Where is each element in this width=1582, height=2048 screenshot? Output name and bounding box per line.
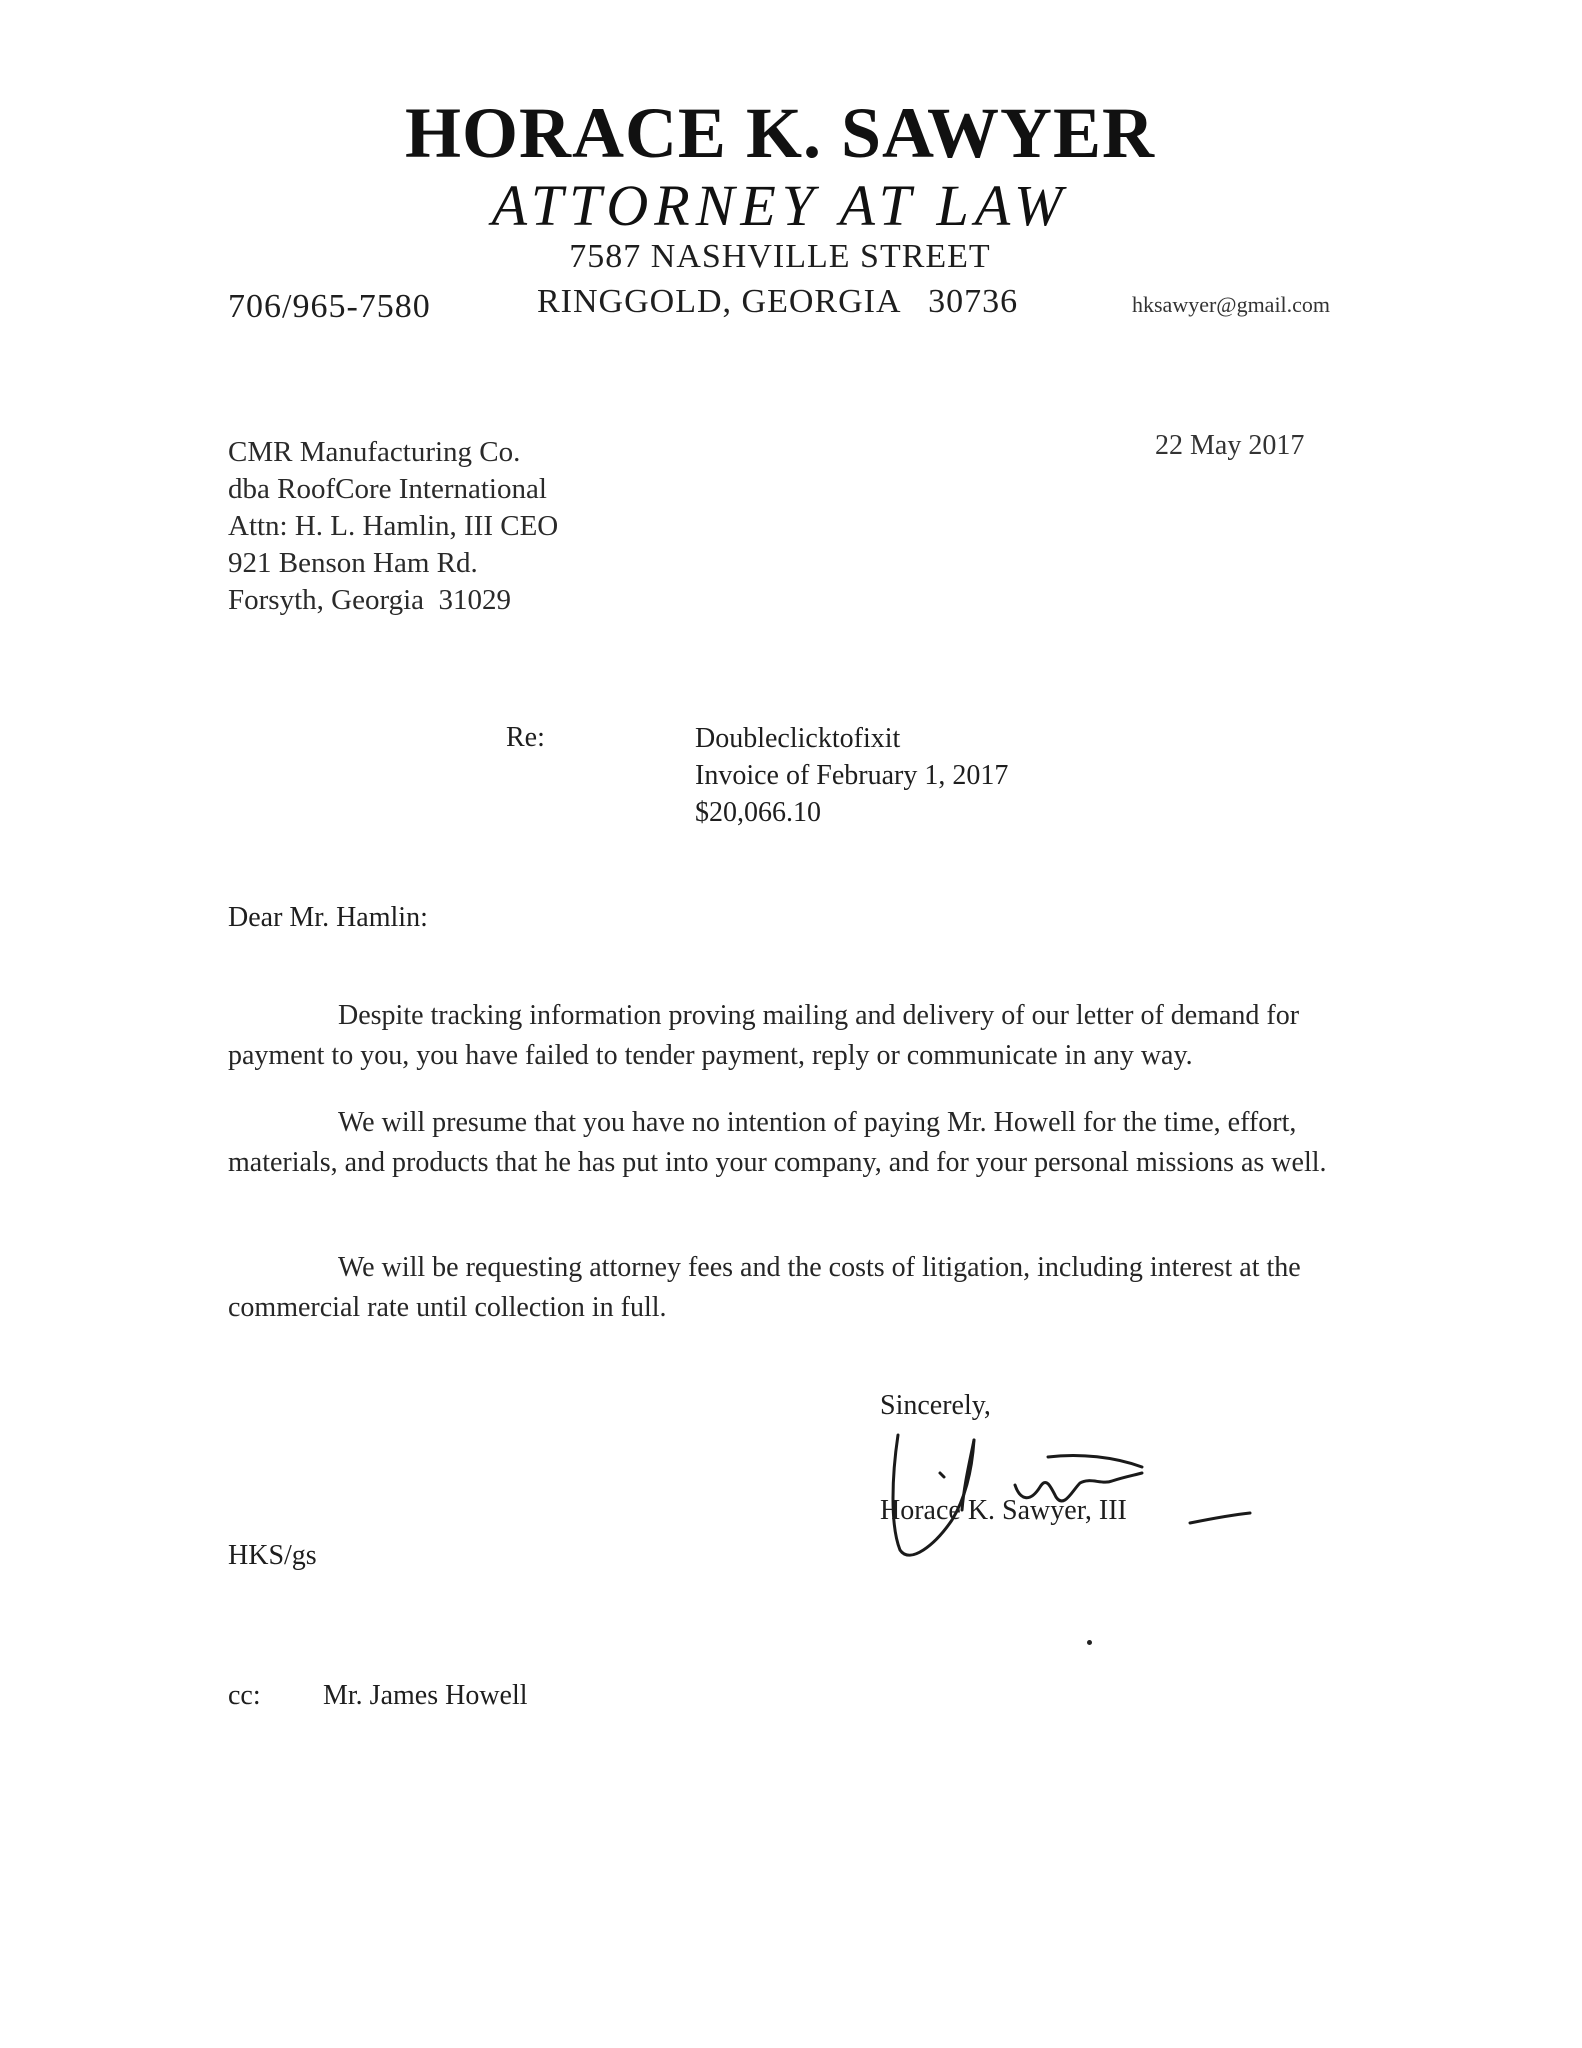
signature-icon	[880, 1415, 1260, 1565]
recipient-line: Attn: H. L. Hamlin, III CEO	[228, 510, 559, 542]
re-line: Doubleclicktofixit	[695, 723, 901, 754]
recipient-line: CMR Manufacturing Co.	[228, 436, 521, 468]
salutation: Dear Mr. Hamlin:	[228, 902, 428, 933]
re-label: Re:	[506, 722, 545, 753]
body-paragraph: Despite tracking information proving mailing and delivery of our letter of demand for payment to you, you have failed to tender payment, reply or communicate in any way.	[228, 1000, 1300, 1071]
typist-initials: HKS/gs	[228, 1540, 317, 1571]
letterhead-phone: 706/965-7580	[228, 288, 431, 325]
cc-recipient: Mr. James Howell	[323, 1680, 528, 1711]
recipient-line: Forsyth, Georgia 31029	[228, 584, 512, 616]
letterhead-name: HORACE K. SAWYER	[404, 93, 1156, 173]
letterhead-street: 7587 NASHVILLE STREET	[569, 238, 991, 275]
letter-date: 22 May 2017	[1155, 430, 1305, 461]
recipient-line: dba RoofCore International	[228, 473, 547, 505]
body-paragraph: We will presume that you have no intention of paying Mr. Howell for the time, effort, materials, and products that he has put into your company, and for your personal missions as well.	[228, 1107, 1327, 1178]
recipient-address	[228, 434, 558, 619]
recipient-line: 921 Benson Ham Rd.	[228, 547, 478, 579]
cc-label: cc:	[228, 1680, 261, 1711]
re-line: $20,066.10	[695, 797, 821, 828]
re-subject	[695, 720, 1008, 831]
body-paragraph: We will be requesting attorney fees and the costs of litigation, including interest at the commercial rate until collection in full.	[228, 1252, 1301, 1323]
scan-speck	[1087, 1640, 1092, 1645]
signer-name: Horace K. Sawyer, III	[880, 1495, 1127, 1526]
valediction: Sincerely,	[880, 1390, 991, 1421]
re-line: Invoice of February 1, 2017	[695, 760, 1009, 791]
letterhead-title: ATTORNEY AT LAW	[491, 173, 1069, 238]
letterhead-email: hksawyer@gmail.com	[1132, 292, 1331, 317]
letterhead-city: RINGGOLD, GEORGIA 30736	[537, 283, 1019, 320]
